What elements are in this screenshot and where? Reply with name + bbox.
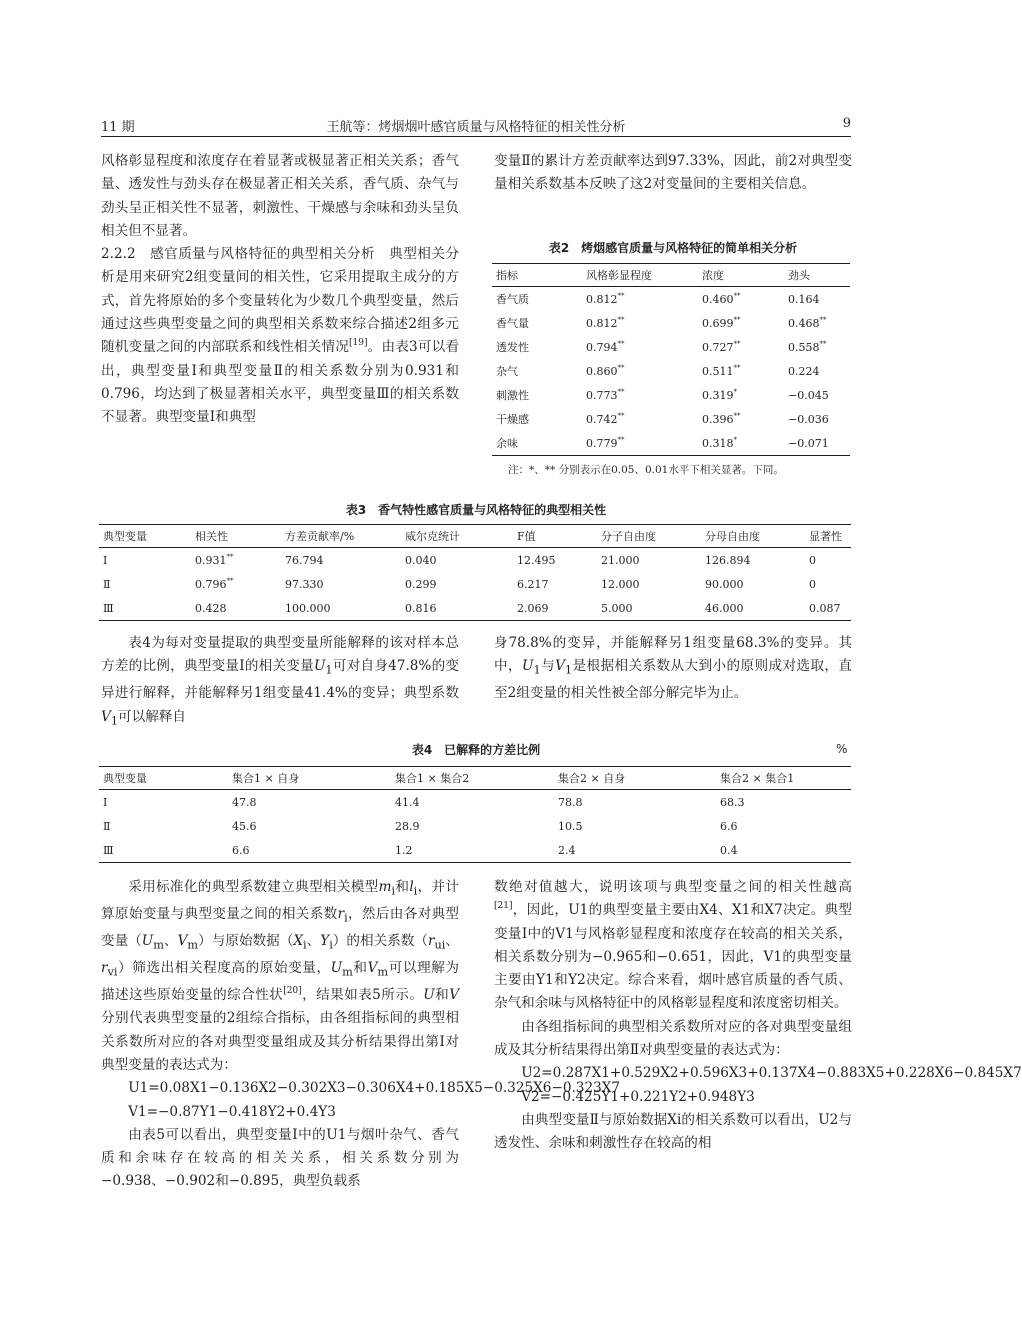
variable: V (101, 708, 111, 725)
left-column-top (101, 150, 459, 430)
table-3 (99, 524, 851, 621)
significance-mark: ** (733, 339, 741, 348)
cell-value: 0.319 (702, 388, 734, 402)
table-cell (698, 335, 784, 359)
table-cell: 12.000 (601, 577, 640, 591)
row-label: Ⅱ (103, 577, 111, 591)
cell-value: 0.812 (586, 316, 618, 330)
right-column-top (494, 150, 852, 197)
table-cell: 41.4 (395, 795, 420, 809)
table-2 (492, 263, 850, 456)
text: ，然后由各对典型变量（ (101, 906, 460, 950)
table-cell (582, 287, 698, 312)
table-cell: 78.8 (558, 795, 583, 809)
table-cell: 5.000 (597, 596, 701, 621)
table-cell: 0 (809, 577, 816, 591)
table-row (99, 790, 851, 815)
table-cell (784, 383, 850, 407)
text: ，因此，U1的典型变量主要由X4、X1和X7决定。典型变量Ⅰ中的V1与风格彰显程度和浓度存在较高的相关关系，相关系数分别为−0.965和−0.651，因此，V1的典型变量主要由Y1和Y2决定。综合来看，烟叶感官质量的香气质、杂气和余味与风格特征中的风格彰显程度和浓度密切相关。 (494, 902, 852, 1012)
text: 表4为每对变量提取的典型变量所能解释的该对样本总方差的比例，典型变量Ⅰ的相关变量 (101, 635, 459, 675)
table-4 (99, 766, 851, 863)
cell-value: −0.036 (788, 412, 829, 426)
table-cell: 47.8 (232, 795, 257, 809)
cell-value: 0.699 (702, 316, 734, 330)
table-cell: 45.6 (232, 819, 257, 833)
table-cell: 21.000 (601, 553, 640, 567)
significance-mark: ** (617, 435, 625, 444)
text: 可以解释自 (118, 708, 187, 725)
table-cell: 100.000 (281, 596, 401, 621)
table-cell (698, 359, 784, 383)
variable: V (555, 658, 565, 675)
row-label: Ⅲ (99, 596, 191, 621)
table-cell (698, 383, 784, 407)
table-cell: 1.2 (391, 838, 554, 863)
table-row (99, 596, 851, 621)
cell-value: 0.727 (702, 340, 734, 354)
table-row (492, 383, 850, 407)
table-4-body (99, 790, 851, 863)
significance-mark: ** (733, 411, 741, 420)
cell-value: −0.071 (788, 436, 829, 450)
row-label: 杂气 (496, 365, 518, 378)
table-cell (698, 431, 784, 456)
text: ，结果如表5所示。 (301, 987, 424, 1004)
variable: U (522, 658, 534, 675)
subscript: 1 (533, 663, 541, 678)
cell-value: 0.796 (195, 577, 227, 591)
significance-mark: * (733, 387, 737, 396)
column-header: 相关性 (191, 525, 281, 548)
bottom-right-column (494, 876, 1022, 1156)
column-header: 指标 (492, 264, 582, 287)
table-row (99, 814, 851, 838)
running-header (101, 116, 851, 137)
row-label: 刺激性 (496, 389, 529, 402)
cell-value: 0.468 (788, 316, 820, 330)
text: 采用标准化的典型系数建立典型相关模型 (128, 879, 379, 895)
citation: [21] (494, 901, 513, 912)
paragraph: 变量Ⅱ的累计方差贡献率达到97.33%，因此，前2对典型变量相关系数基本反映了这2对变量间的主要相关信息。 (494, 153, 852, 193)
paragraph: 由各组指标间的典型相关系数所对应的各对典型变量组成及其分析结果得出第Ⅱ对典型变量的表达式为： (494, 1018, 852, 1059)
table-cell: 2.4 (554, 838, 716, 863)
table-cell: 0.816 (401, 596, 513, 621)
table-cell (582, 335, 698, 359)
row-label: Ⅱ (103, 819, 111, 833)
subscript: 1 (325, 663, 333, 678)
table-header-row (99, 525, 851, 548)
cell-value: 0.773 (586, 388, 618, 402)
table-row (492, 335, 850, 359)
page-number: 9 (842, 116, 851, 131)
table-cell: 97.330 (285, 577, 324, 591)
text: 可以理解为描述这些原始变量的综合性状 (101, 960, 460, 1004)
equation-v2: V2=−0.425Y1+0.221Y2+0.948Y3 (521, 1088, 755, 1105)
cell-value: 0.931 (195, 553, 227, 567)
table-cell: 90.000 (705, 577, 744, 591)
table-cell: 68.3 (720, 795, 745, 809)
paragraph (494, 632, 852, 706)
subscript: 1 (564, 663, 573, 678)
paragraph (494, 876, 852, 1016)
table-cell (784, 287, 850, 312)
row-label: Ⅰ (103, 553, 108, 567)
section-text-cont: 。由表3可以看出，典型变量Ⅰ和典型变量Ⅱ的相关系数分别为0.931和0.796，均达到了极显著相关水平，典型变量Ⅲ的相关系数不显著。典型变量Ⅰ和典型 (101, 339, 460, 426)
table-row (492, 287, 850, 312)
table-cell: 28.9 (395, 819, 420, 833)
section-2-2-2-paragraph (101, 243, 459, 429)
table-header-row (492, 264, 850, 287)
table-cell (191, 572, 281, 596)
issue-label: 11 期 (101, 120, 135, 135)
cell-value: 0.558 (788, 340, 820, 354)
cell-value: 0.224 (788, 364, 820, 378)
column-header: 分母自由度 (701, 525, 805, 548)
cell-value: 0.318 (702, 436, 734, 450)
column-header: 显著性 (805, 525, 851, 548)
paragraph (101, 632, 459, 733)
cell-value: 0.779 (586, 436, 618, 450)
cell-value: −0.045 (788, 388, 829, 402)
row-label: 香气量 (496, 317, 529, 330)
column-header: 方差贡献率/% (281, 525, 401, 548)
cell-value: 0.860 (586, 364, 618, 378)
table-cell: 2.069 (513, 596, 597, 621)
table-row (492, 311, 850, 335)
significance-mark: ** (733, 315, 741, 324)
variable: U (313, 658, 326, 675)
table-cell (582, 407, 698, 431)
significance-mark: ** (819, 315, 827, 324)
table-header-row (99, 767, 851, 790)
table-cell (582, 359, 698, 383)
table-cell: 0 (809, 553, 816, 567)
equation-u2: U2=0.287X1+0.529X2+0.596X3+0.137X4−0.883X5+0.228X6−0.845X7 (521, 1065, 1022, 1082)
middle-right-text (494, 632, 852, 706)
table-cell (784, 335, 850, 359)
table-4-unit: % (836, 742, 848, 756)
paragraph: 风格彰显程度和浓度存在着显著或极显著正相关关系；香气量、透发性与劲头存在极显著正相关关系，香气质、杂气与劲头呈正相关性不显著，刺激性、干燥感与余味和劲头呈负相关但不显著。 (101, 153, 459, 239)
significance-mark: ** (617, 411, 625, 420)
row-label: 香气质 (496, 293, 529, 306)
citation: [20] (283, 986, 302, 997)
table-2-note: 注：*、** 分别表示在0.05、0.01水平下相关显著。下同。 (508, 464, 784, 476)
row-label: Ⅲ (99, 838, 228, 863)
paragraph: 由表5可以看出，典型变量Ⅰ中的U1与烟叶杂气、香气质和余味存在较高的相关关系，相关系数分别为−0.938、−0.902和−0.895，典型负载系 (101, 1126, 459, 1190)
cell-value: 0.794 (586, 340, 618, 354)
table-cell (784, 311, 850, 335)
table-cell: 0.040 (405, 553, 437, 567)
significance-mark: ** (733, 363, 741, 372)
column-header: 风格彰显程度 (582, 264, 698, 287)
row-label: Ⅰ (103, 795, 108, 809)
cell-value: 0.460 (702, 292, 734, 306)
table-cell (784, 407, 850, 431)
significance-mark: ** (617, 339, 625, 348)
text: 和 (434, 987, 450, 1004)
significance-mark: ** (617, 363, 625, 372)
text: 是根据相关系数从大到小的原则成对选取，直至2组变量的相关性被全部分解完毕为止。 (494, 658, 853, 702)
text: ）的相关系数（ (332, 933, 428, 950)
column-header: 集合1 × 集合2 (391, 767, 554, 790)
text: ，并计算原始变量与典型变量之间的相关系数 (101, 879, 460, 923)
text: ）与原始数据（ (198, 933, 294, 950)
table-cell: 6.6 (720, 819, 738, 833)
column-header: 集合2 × 自身 (554, 767, 716, 790)
table-row (99, 838, 851, 863)
column-header: 威尔克统计 (401, 525, 513, 548)
table-cell: 6.6 (228, 838, 391, 863)
significance-mark: ** (617, 387, 625, 396)
table-cell (698, 311, 784, 335)
table-row (99, 548, 851, 573)
table-2-body (492, 287, 850, 456)
text: 数绝对值越大，说明该项与典型变量之间的相关性越高 (494, 879, 852, 895)
text: 与 (540, 658, 556, 675)
middle-left-text (101, 632, 459, 733)
cell-value: 0.511 (702, 364, 734, 378)
table-4-caption: 表4 已解释的方差比例 (411, 743, 541, 757)
column-header: 集合1 × 自身 (228, 767, 391, 790)
cell-value: 0.164 (788, 292, 820, 306)
table-cell (582, 383, 698, 407)
table-row (492, 359, 850, 383)
column-header: F值 (513, 525, 597, 548)
paragraph: 由典型变量Ⅱ与原始数据Xi的相关系数可以看出，U2与透发性、余味和刺激性存在较高的相 (494, 1111, 852, 1152)
table-cell: 0.087 (805, 596, 851, 621)
text: 可对自身47.8%的变异进行解释，并能解释另1组变量41.4%的变异；典型系数 (101, 658, 459, 702)
table-cell: 0.4 (716, 838, 851, 863)
equation-v1: V1=−0.87Y1−0.418Y2+0.4Y3 (128, 1103, 336, 1120)
table-2-caption: 表2 烤烟感官质量与风格特征的简单相关分析 (548, 241, 798, 255)
table-cell: 0.299 (405, 577, 437, 591)
table-cell (582, 431, 698, 456)
cell-value: 0.428 (195, 601, 227, 615)
table-cell: 10.5 (558, 819, 583, 833)
table-cell (784, 431, 850, 456)
text: 分别代表典型变量的2组综合指标，由各组指标间的典型相关系数所对应的各对典型变量组成及其分析结果得出第Ⅰ对典型变量的表达式为： (101, 1010, 459, 1073)
significance-mark: ** (733, 291, 741, 300)
table-cell: 76.794 (285, 553, 324, 567)
paragraph: 采用标准化的典型系数建立典型相关模型$m_i$和$l_i$，并计算原始变量与典型变量之间的相关系数$r_i$，然后由各对典型变量（$U_m$、$V_m$）与原始数据（$X_i$、$Y_i$）的相关系数（$r_{ui}$、$r_{vi}$）筛选出相关程度高的原始变量，$U_m$和$V_m$可以理解为描述这些原始变量的综合性状[20]，结果如表5所示。U和V分别代表典型变量的2组综合指标，由各组指标间的典型相关系数所对应的各对典型变量组成及其分析结果得出第Ⅰ对典型变量的表达式为： (101, 879, 460, 1073)
text: 身78.8%的变异，并能解释另1组变量68.3%的变异。其中， (494, 635, 852, 675)
significance-mark: ** (617, 291, 625, 300)
table-cell: 6.217 (517, 577, 549, 591)
table-3-caption: 表3 香气特性感官质量与风格特征的典型相关性 (345, 503, 607, 517)
table-cell (191, 548, 281, 573)
significance-mark: ** (226, 552, 234, 561)
table-row (492, 407, 850, 431)
section-text: 2.2.2 感官质量与风格特征的典型相关分析 典型相关分析是用来研究2组变量间的相关性，它采用提取主成分的方式，首先将原始的多个变量转化为少数几个典型变量，然后通过这些典型变量之间的典型相关系数来综合描述2组多元随机变量之间的内部联系和线性相关情况 (101, 246, 459, 356)
cell-value: 0.812 (586, 292, 618, 306)
column-header: 集合2 × 集合1 (716, 767, 851, 790)
cell-value: 0.396 (702, 412, 734, 426)
column-header: 劲头 (784, 264, 850, 287)
equation-u1: U1=0.08X1−0.136X2−0.302X3−0.306X4+0.185X5−0.325X6−0.323X7 (128, 1080, 621, 1097)
table-cell: 12.495 (517, 553, 556, 567)
cell-value: 0.742 (586, 412, 618, 426)
text: ）筛选出相关程度高的原始变量， (117, 960, 331, 977)
citation: [19] (349, 338, 368, 349)
column-header: 典型变量 (99, 767, 228, 790)
significance-mark: * (733, 435, 737, 444)
significance-mark: ** (226, 576, 234, 585)
table-cell (698, 287, 784, 312)
significance-mark: ** (819, 339, 827, 348)
table-row (99, 572, 851, 596)
subscript: 1 (110, 713, 119, 728)
row-label: 透发性 (496, 341, 529, 354)
table-cell: 46.000 (701, 596, 805, 621)
row-label: 余味 (492, 431, 582, 456)
table-3-body (99, 548, 851, 621)
table-cell: 126.894 (705, 553, 751, 567)
text: 和 (352, 960, 368, 977)
table-cell (698, 407, 784, 431)
column-header: 分子自由度 (597, 525, 701, 548)
table-cell (582, 311, 698, 335)
table-row (492, 431, 850, 456)
text: 和 (395, 879, 410, 895)
table-cell (191, 596, 281, 621)
column-header: 典型变量 (99, 525, 191, 548)
running-title: 王航等：烤烟烟叶感官质量与风格特征的相关性分析 (326, 120, 626, 135)
table-cell (784, 359, 850, 383)
row-label: 干燥感 (496, 413, 529, 426)
significance-mark: ** (617, 315, 625, 324)
column-header: 浓度 (698, 264, 784, 287)
